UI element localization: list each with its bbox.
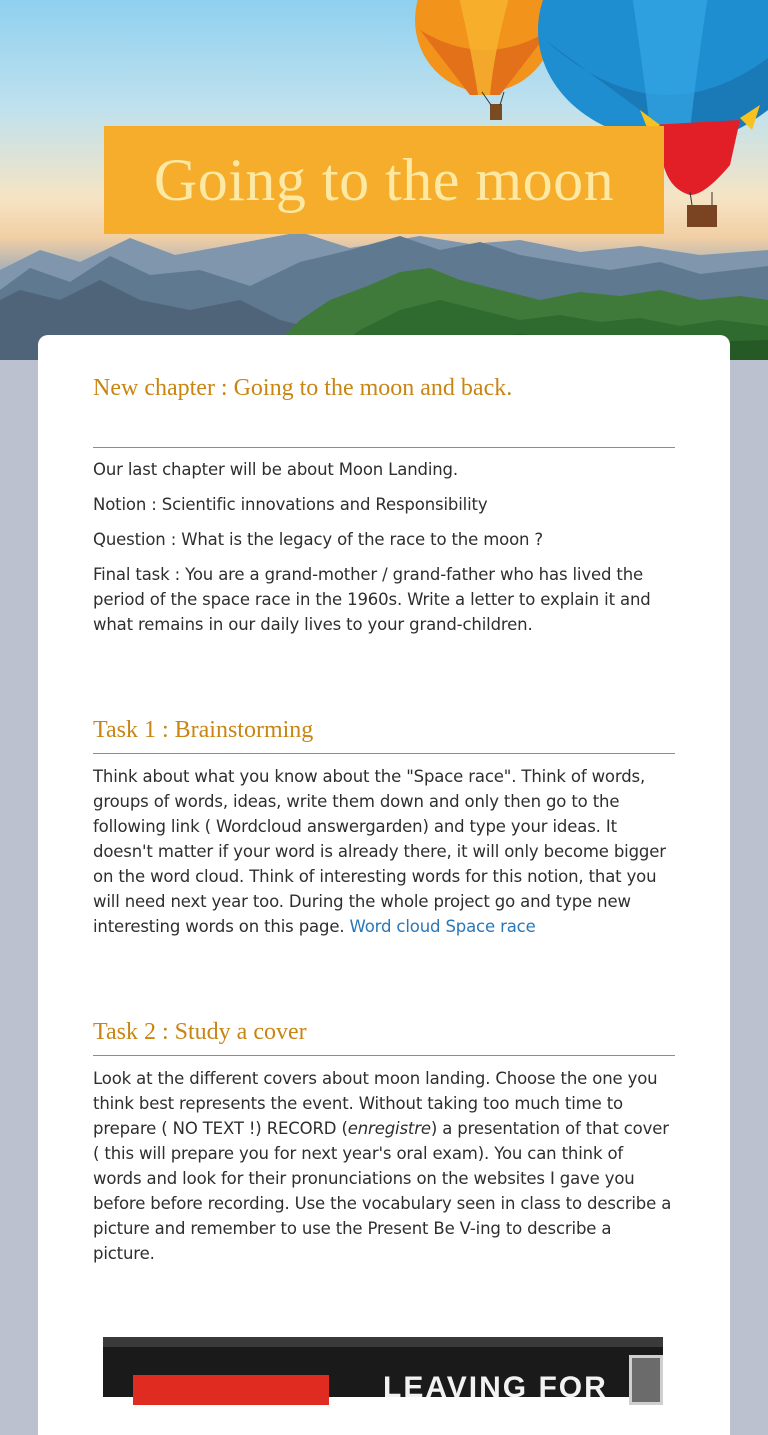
task1-body	[93, 764, 675, 939]
intro-paragraph: Final task : You are a grand-mother / grand-father who has lived the period of the space race in the 1960s. Write a letter to explain it and what remains in our daily lives to your grand-children.	[93, 565, 651, 634]
intro-body	[93, 457, 675, 637]
word-cloud-link[interactable]: Word cloud Space race	[349, 917, 536, 936]
intro-heading: New chapter : Going to the moon and back.	[93, 375, 513, 401]
intro-section	[93, 373, 675, 403]
intro-paragraph: Notion : Scientific innovations and Responsibility	[93, 495, 488, 514]
content-card	[38, 335, 730, 1435]
task2-section	[93, 1017, 675, 1047]
magazine-cover-image	[103, 1337, 663, 1404]
title-box	[104, 126, 664, 234]
task1-heading: Task 1 : Brainstorming	[93, 717, 314, 743]
intro-paragraph: Question : What is the legacy of the race to the moon ?	[93, 530, 544, 549]
header-banner	[0, 0, 768, 360]
task2-paragraph	[93, 1066, 675, 1266]
task1-divider	[93, 753, 675, 754]
task2-body	[93, 1066, 675, 1266]
task1-section	[93, 715, 675, 745]
task2-divider	[93, 1055, 675, 1056]
cover-side-box	[629, 1355, 663, 1405]
cover-top-strip	[103, 1337, 663, 1347]
task2-heading: Task 2 : Study a cover	[93, 1019, 307, 1045]
task2-text-part2: ) a presentation of that cover ( this will prepare you for next year's oral exam). You can think of words and look for their pronunciations on the websites I gave you before before recording. Use the vocabulary seen in class to describe a picture and remember to use the Present Be V-ing to describe a picture.	[93, 1119, 672, 1263]
page-title: Going to the moon	[153, 146, 615, 213]
task1-paragraph	[93, 764, 675, 939]
task1-text: Think about what you know about the "Space race". Think of words, groups of words, ideas, write them down and only then go to the following link ( Wordcloud answergarden) and type your ideas. It doesn't matter if your word is already there, it will only become bigger on the word cloud. Think of interesting words for this notion, that you will need next year too. During the whole project go and type new interesting words on this page.	[93, 767, 666, 936]
task2-text-part1: Look at the different covers about moon landing. Choose the one you think best represents the event. Without taking too much time to prepare ( NO TEXT !) RECORD (	[93, 1069, 658, 1138]
cover-red-logo	[133, 1375, 329, 1405]
cover-headline: LEAVING FOR	[383, 1371, 608, 1404]
intro-divider	[93, 447, 675, 448]
intro-paragraph: Our last chapter will be about Moon Landing.	[93, 460, 458, 479]
task2-text-italic: enregistre	[347, 1119, 431, 1138]
